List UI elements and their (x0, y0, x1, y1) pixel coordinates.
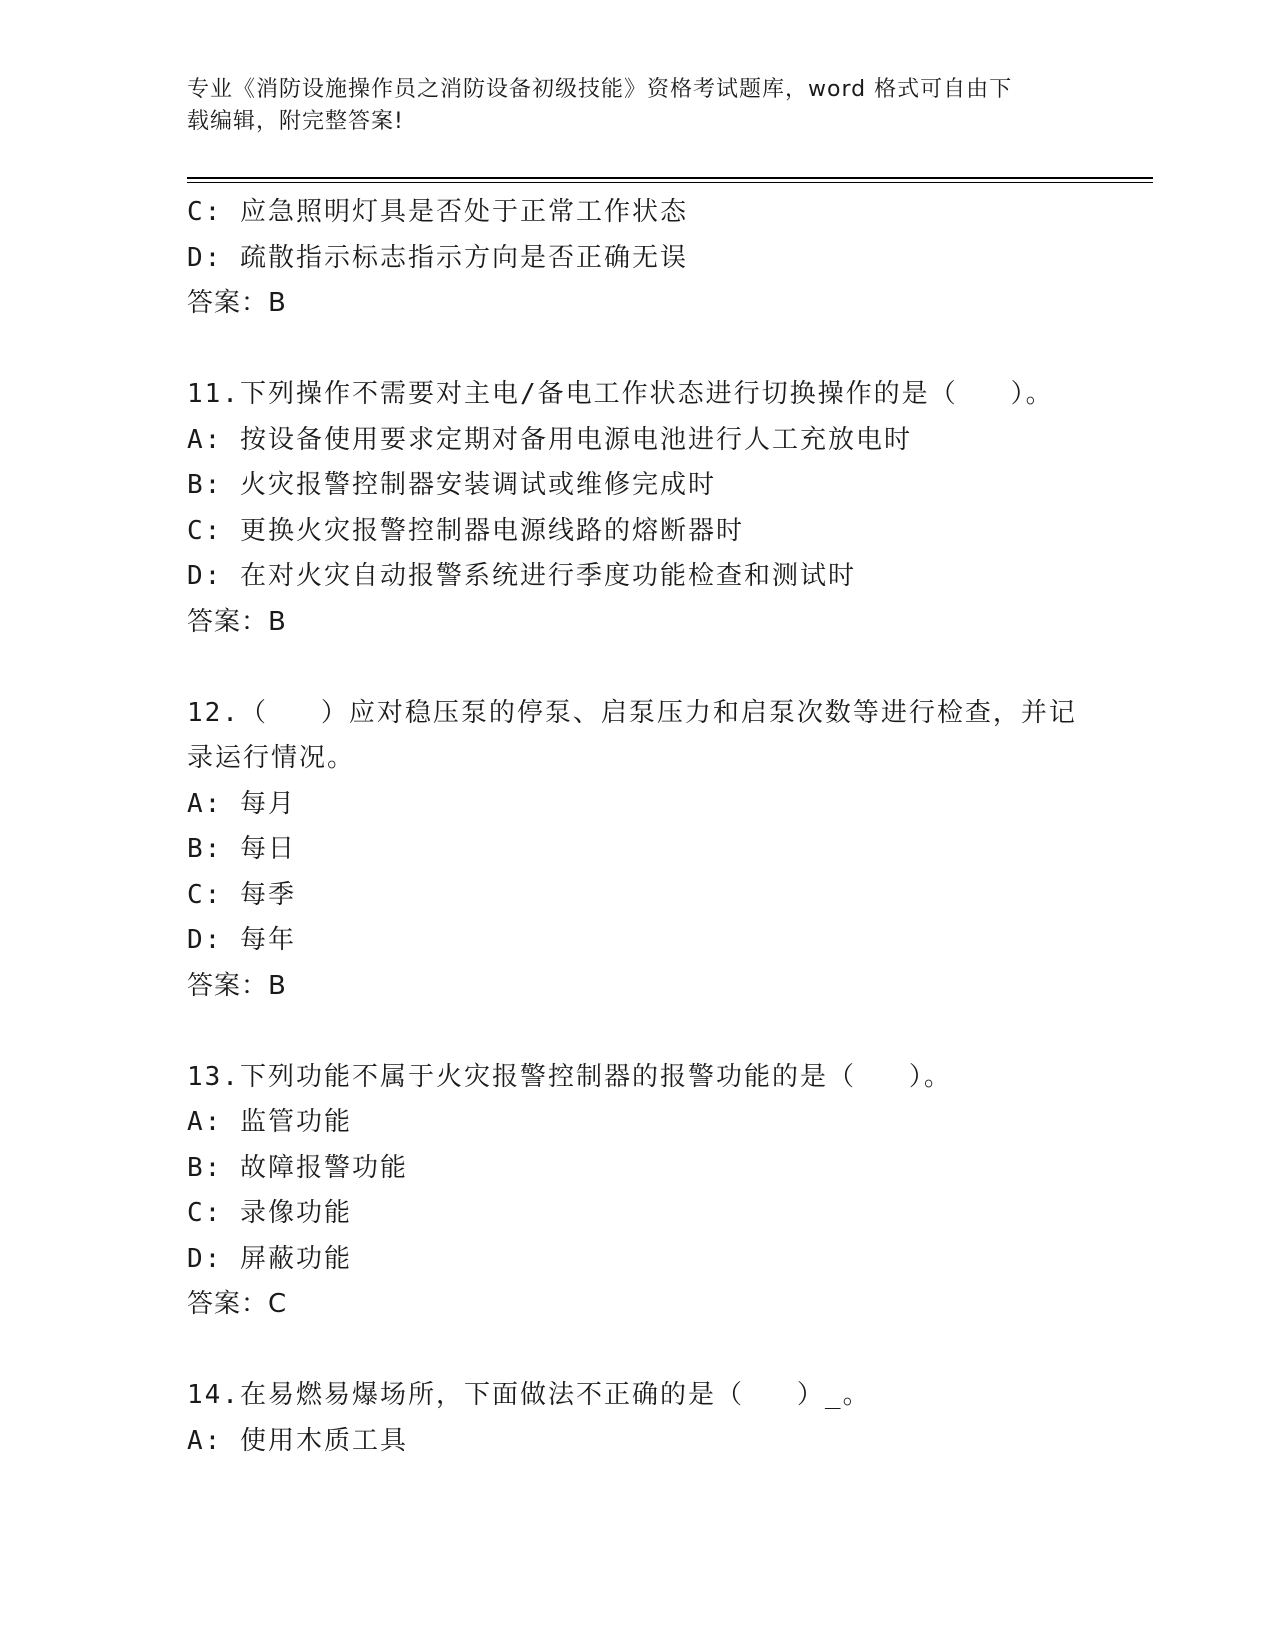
header-rule-thick (187, 177, 1153, 179)
option-d: D: 疏散指示标志指示方向是否正确无误 (187, 242, 688, 273)
question-12 (187, 691, 1153, 1010)
answer-label: 答案：B (187, 288, 287, 318)
option-b: B: 每日 (187, 834, 296, 864)
document-header (187, 74, 1067, 138)
answer-label: 答案：C (187, 1289, 288, 1319)
option-a: A: 按设备使用要求定期对备用电源电池进行人工充放电时 (187, 424, 912, 455)
option-a: A: 使用木质工具 (187, 1425, 408, 1456)
option-a: A: 监管功能 (187, 1107, 352, 1137)
answer-label: 答案：B (187, 606, 287, 637)
option-c: C: 更换火灾报警控制器电源线路的熔断器时 (187, 515, 744, 546)
option-c: C: 应急照明灯具是否处于正常工作状态 (187, 197, 688, 227)
question-stem-line-2: 录运行情况。 (187, 743, 356, 773)
question-stem: 14.在易燃易爆场所，下面做法不正确的是（ ）_。 (187, 1380, 871, 1410)
option-b: B: 故障报警功能 (187, 1152, 408, 1183)
question-14 (187, 1373, 1153, 1464)
question-stem: 11.下列操作不需要对主电/备电工作状态进行切换操作的是（ ）。 (187, 379, 1054, 409)
spacer (187, 645, 1153, 691)
question-list (187, 190, 1153, 1464)
spacer (187, 327, 1153, 373)
question-stem: 13.下列功能不属于火灾报警控制器的报警功能的是（ ）。 (187, 1061, 952, 1092)
header-line-1: 专业《消防设施操作员之消防设备初级技能》资格考试题库，word 格式可自由下 (187, 77, 1013, 102)
header-rule-thin (187, 182, 1153, 183)
question-10-continued (187, 190, 1153, 327)
option-d: D: 屏蔽功能 (187, 1243, 352, 1274)
option-d: D: 每年 (187, 925, 296, 955)
option-c: C: 每季 (187, 879, 296, 910)
question-11 (187, 372, 1153, 645)
option-b: B: 火灾报警控制器安装调试或维修完成时 (187, 470, 716, 500)
header-line-2: 载编辑，附完整答案! (187, 109, 404, 134)
option-a: A: 每月 (187, 788, 296, 819)
option-d: D: 在对火灾自动报警系统进行季度功能检查和测试时 (187, 561, 856, 591)
option-c: C: 录像功能 (187, 1198, 352, 1228)
spacer (187, 1009, 1153, 1055)
spacer (187, 1328, 1153, 1374)
question-stem-line-1: 12.（ ）应对稳压泵的停泵、启泵压力和启泵次数等进行检查，并记 (187, 697, 1077, 728)
answer-label: 答案：B (187, 970, 287, 1001)
question-13 (187, 1055, 1153, 1328)
